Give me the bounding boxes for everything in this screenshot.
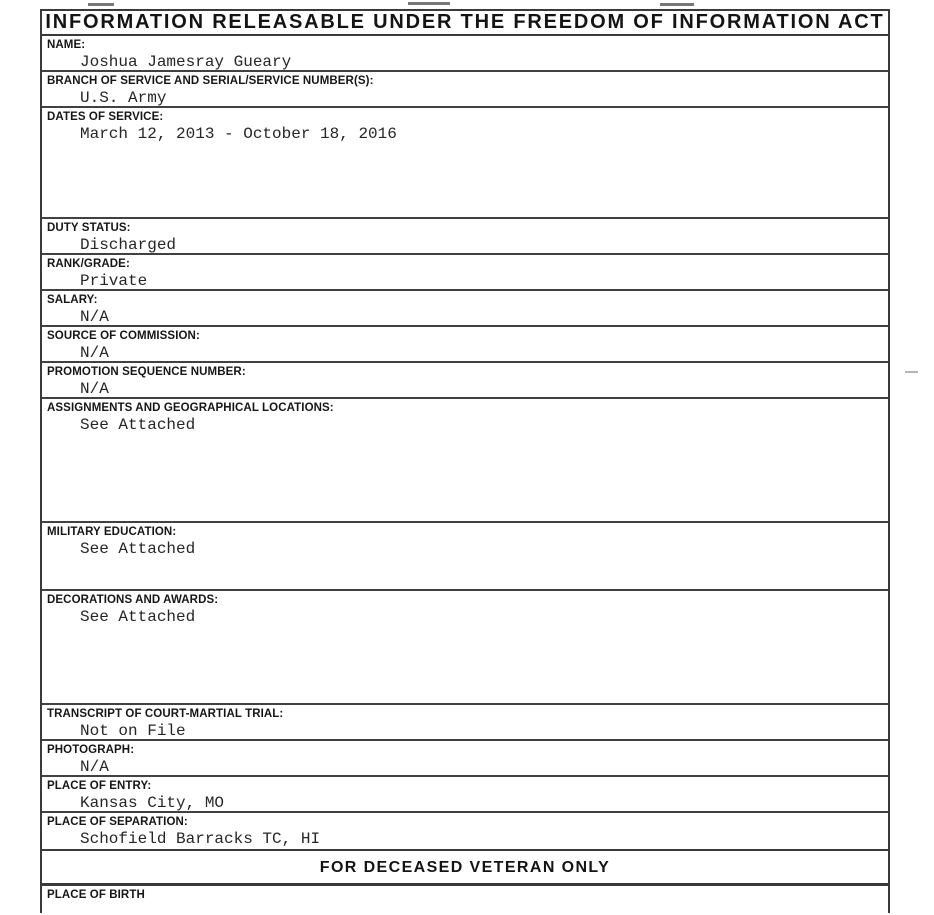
field-row-court-martial-transcript xyxy=(42,705,888,741)
field-row-salary xyxy=(42,291,888,327)
deceased-veteran-section xyxy=(40,849,890,913)
field-row-place-of-entry xyxy=(42,777,888,813)
field-label-military-education: MILITARY EDUCATION: xyxy=(47,526,177,538)
field-value-source-of-commission: N/A xyxy=(80,344,109,362)
field-label-place-of-separation: PLACE OF SEPARATION: xyxy=(47,816,188,828)
field-value-rank-grade: Private xyxy=(80,272,148,290)
field-label-branch-of-service: BRANCH OF SERVICE AND SERIAL/SERVICE NUMBER(S): xyxy=(47,75,374,87)
field-row-duty-status xyxy=(42,219,888,255)
field-value-branch-of-service: U.S. Army xyxy=(80,89,167,107)
field-row-dates-of-service xyxy=(42,108,888,219)
field-row-photograph xyxy=(42,741,888,777)
field-label-decorations-awards: DECORATIONS AND AWARDS: xyxy=(47,594,219,606)
foia-release-form xyxy=(40,9,890,865)
deceased-section-header: FOR DECEASED VETERAN ONLY xyxy=(42,851,888,886)
field-label-rank-grade: RANK/GRADE: xyxy=(47,258,130,270)
field-label-salary: SALARY: xyxy=(47,294,98,306)
field-label-place-of-entry: PLACE OF ENTRY: xyxy=(47,780,152,792)
field-label-photograph: PHOTOGRAPH: xyxy=(47,744,135,756)
field-row-branch-of-service xyxy=(42,72,888,108)
field-value-assignments-locations: See Attached xyxy=(80,416,196,434)
field-row-military-education xyxy=(42,523,888,591)
field-label-assignments-locations: ASSIGNMENTS AND GEOGRAPHICAL LOCATIONS: xyxy=(47,402,334,414)
field-label-place-of-birth: PLACE OF BIRTH xyxy=(47,889,145,901)
field-value-decorations-awards: See Attached xyxy=(80,608,196,626)
field-value-salary: N/A xyxy=(80,308,109,326)
field-label-source-of-commission: SOURCE OF COMMISSION: xyxy=(47,330,200,342)
field-label-court-martial-transcript: TRANSCRIPT OF COURT-MARTIAL TRIAL: xyxy=(47,708,284,720)
field-row-rank-grade xyxy=(42,255,888,291)
form-title: INFORMATION RELEASABLE UNDER THE FREEDOM OF INFORMATION ACT xyxy=(42,11,888,36)
field-row-name xyxy=(42,36,888,72)
field-label-duty-status: DUTY STATUS: xyxy=(47,222,131,234)
scan-artifact xyxy=(88,3,114,6)
field-value-promotion-sequence-number: N/A xyxy=(80,380,109,398)
field-value-name: Joshua Jamesray Gueary xyxy=(80,53,292,71)
field-row-decorations-awards xyxy=(42,591,888,705)
field-row-promotion-sequence-number xyxy=(42,363,888,399)
field-label-name: NAME: xyxy=(47,39,86,51)
field-value-duty-status: Discharged xyxy=(80,236,177,254)
field-value-place-of-separation: Schofield Barracks TC, HI xyxy=(80,830,321,848)
field-row-place-of-birth xyxy=(42,886,888,915)
scan-artifact xyxy=(905,371,918,373)
scan-artifact xyxy=(408,2,450,5)
field-label-dates-of-service: DATES OF SERVICE: xyxy=(47,111,164,123)
scan-artifact xyxy=(660,3,694,6)
field-value-military-education: See Attached xyxy=(80,540,196,558)
field-value-dates-of-service: March 12, 2013 - October 18, 2016 xyxy=(80,125,397,143)
field-value-photograph: N/A xyxy=(80,758,109,776)
field-value-place-of-entry: Kansas City, MO xyxy=(80,794,225,812)
field-value-court-martial-transcript: Not on File xyxy=(80,722,186,740)
field-row-assignments-locations xyxy=(42,399,888,523)
field-label-promotion-sequence-number: PROMOTION SEQUENCE NUMBER: xyxy=(47,366,246,378)
field-row-source-of-commission xyxy=(42,327,888,363)
